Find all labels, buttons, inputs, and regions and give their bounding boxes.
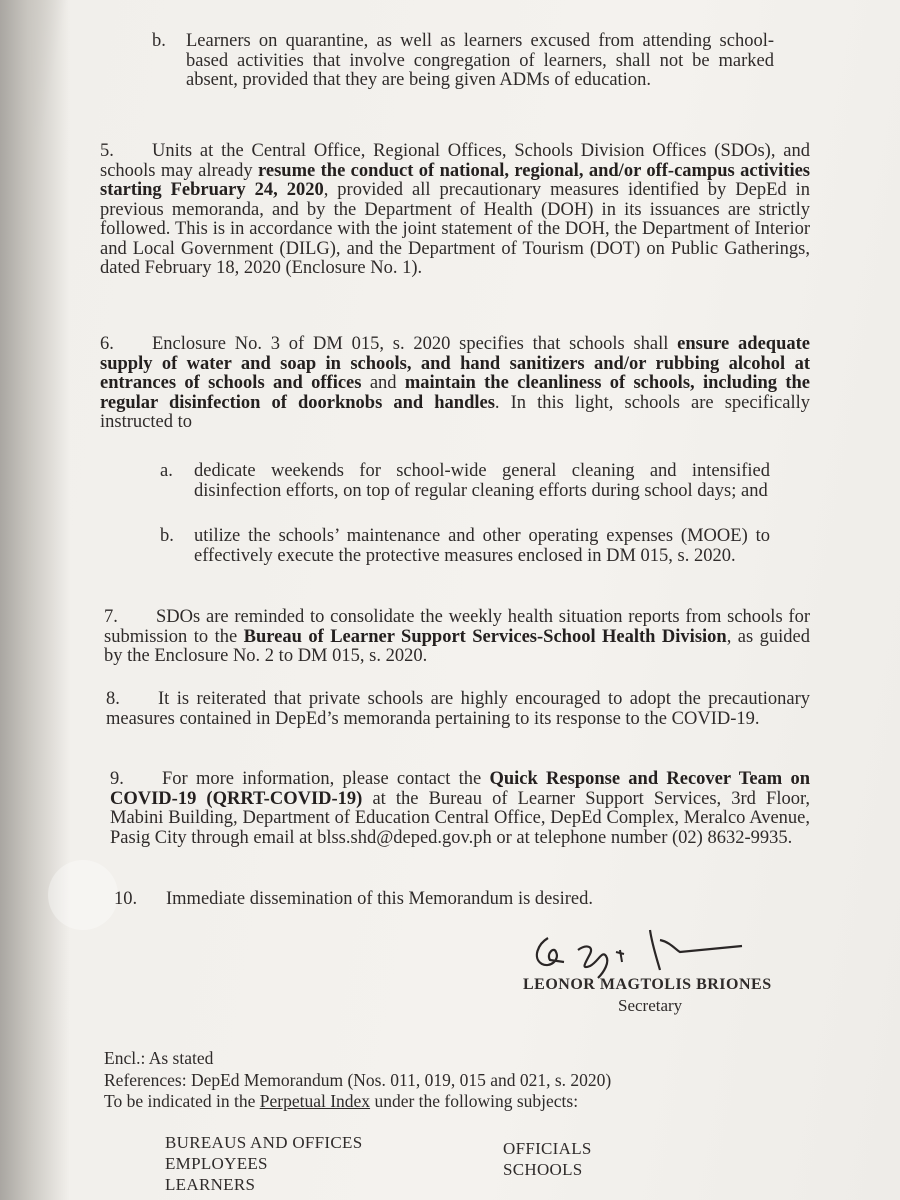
paragraph-bold-text: resume the conduct of national, regional, and/or off-campus activities starting February 24, 2020	[100, 160, 810, 200]
paragraph-text: , as guided by the Enclosure No. 2 to DM 015, s. 2020.	[104, 626, 810, 666]
list-item-label: b.	[152, 31, 166, 51]
index-text: To be indicated in the	[104, 1091, 260, 1111]
paragraph-number: 8.	[106, 689, 120, 709]
paragraph-bold-text: Bureau of Learner Support Services-School Health Division	[243, 626, 727, 647]
paragraph-8	[106, 690, 810, 729]
signatory-title: Secretary	[618, 996, 683, 1015]
paragraph-number: 6.	[100, 334, 114, 354]
subject-item: SCHOOLS	[503, 1160, 583, 1179]
list-item-6a	[160, 462, 770, 501]
list-item-4b	[152, 32, 774, 91]
subjects-left-column	[165, 1132, 362, 1195]
paragraph-9	[110, 770, 810, 848]
paragraph-7	[104, 608, 810, 667]
faded-stamp-mark	[48, 860, 118, 930]
list-item-text: Learners on quarantine, as well as learners excused from attending school-based activities that involve congregation of learners, shall not be marked absent, provided that they are being given ADMs of education.	[186, 31, 774, 90]
paragraph-text: , provided all precautionary measures identified by DepEd in previous memoranda, and by the Department of Health (DOH) in its issuances are strictly followed. This is in accordance with the joint statement of the DOH, the Department of Interior and Local Government (DILG), and the Department of Tourism (DOT) on Public Gatherings, dated February 18, 2020 (Enclosure No. 1).	[100, 180, 810, 278]
subject-item: EMPLOYEES	[165, 1154, 268, 1173]
signature-image	[520, 920, 760, 980]
perpetual-index-line	[104, 1091, 784, 1112]
paragraph-5	[100, 142, 810, 279]
paragraph-10	[114, 890, 754, 910]
paragraph-text: Immediate dissemination of this Memorandum is desired.	[166, 889, 593, 909]
index-text: under the following subjects:	[370, 1091, 579, 1111]
subjects-right-column	[503, 1138, 592, 1180]
paragraph-text: For more information, please contact the	[162, 769, 490, 789]
paragraph-text: at the Bureau of Learner Support Services, 3rd Floor, Mabini Building, Department of Education Central Office, DepEd Complex, Meralco Avenue, Pasig City through email at blss.shd@deped.gov.ph or at telephone number (02) 8632-9935.	[110, 788, 810, 848]
paragraph-text: Units at the Central Office, Regional Offices, Schools Division Offices (SDOs), and schools may already	[100, 141, 810, 181]
signatory-name: LEONOR MAGTOLIS BRIONES	[523, 976, 772, 993]
subject-item: OFFICIALS	[503, 1139, 592, 1158]
paragraph-bold-text: Quick Response and Recover Team on COVID-19 (QRRT-COVID-19)	[110, 769, 810, 809]
list-item-text: dedicate weekends for school-wide general cleaning and intensified disinfection efforts, on top of regular cleaning efforts during school days; and	[194, 461, 770, 501]
paragraph-bold-text: ensure adequate supply of water and soap in schools, and hand sanitizers and/or rubbing alcohol at entrances of schools and offices	[100, 334, 810, 393]
paragraph-number: 9.	[110, 769, 124, 789]
paragraph-text: and	[361, 373, 405, 393]
paragraph-bold-text: maintain the cleanliness of schools, including the regular disinfection of doorknobs and handles	[100, 373, 811, 413]
paragraph-number: 5.	[100, 141, 114, 161]
subject-item: LEARNERS	[165, 1175, 256, 1194]
list-item-text: utilize the schools’ maintenance and other operating expenses (MOOE) to effectively execute the protective measures enclosed in DM 015, s. 2020.	[194, 526, 770, 566]
paragraph-text: SDOs are reminded to consolidate the weekly health situation reports from schools for submission to the	[104, 607, 810, 647]
list-item-label: a.	[160, 461, 173, 481]
paragraph-text: It is reiterated that private schools are highly encouraged to adopt the precautionary measures contained in DepEd’s memoranda pertaining to its response to the COVID-19.	[106, 689, 810, 729]
paragraph-number: 10.	[114, 889, 138, 909]
perpetual-index-underlined: Perpetual Index	[259, 1091, 371, 1111]
references-line: References: DepEd Memorandum (Nos. 011, 019, 015 and 021, s. 2020)	[104, 1070, 612, 1090]
subject-item: BUREAUS AND OFFICES	[165, 1133, 363, 1152]
enclosure-note: Encl.: As stated	[104, 1048, 214, 1068]
paragraph-number: 7.	[104, 607, 118, 627]
paragraph-6	[100, 335, 810, 433]
paragraph-text: Enclosure No. 3 of DM 015, s. 2020 specifies that schools shall	[152, 334, 678, 354]
list-item-label: b.	[160, 526, 174, 546]
paragraph-text: . In this light, schools are specifically instructed to	[100, 392, 810, 432]
list-item-6b	[160, 527, 770, 566]
